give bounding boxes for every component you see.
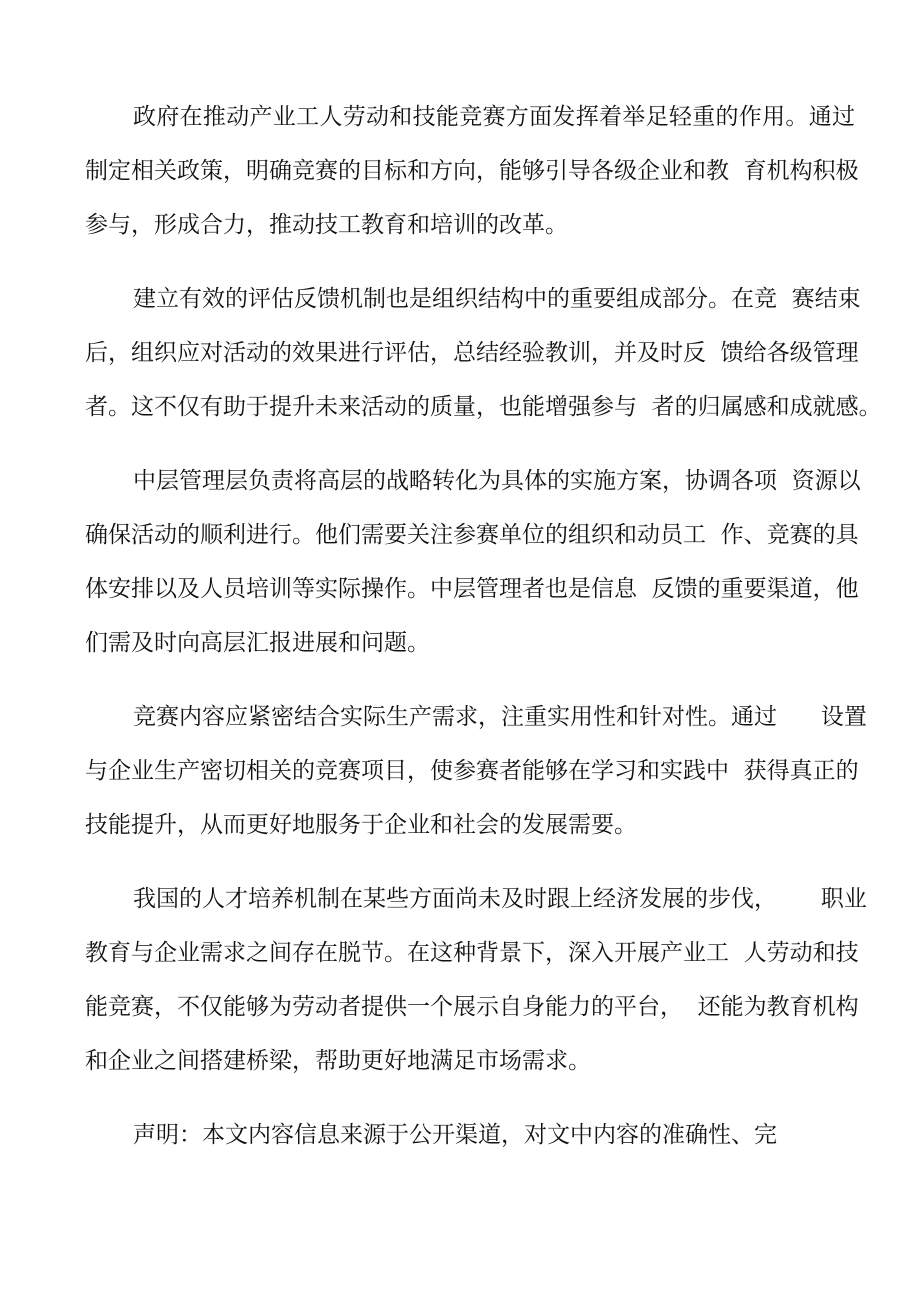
document-page <box>85 90 882 1182</box>
paragraph-line: 教育与企业需求之间存在脱节。在这种背景下，深入开展产业工 人劳动和技 <box>85 940 859 966</box>
paragraph-evaluation-feedback <box>85 272 882 434</box>
disclaimer-line: 声明：本文内容信息来源于公开渠道，对文中内容的准确性、完 <box>133 1122 777 1148</box>
paragraph-line: 能竞赛，不仅能够为劳动者提供一个展示自身能力的平台， 还能为教育机构 <box>85 994 859 1020</box>
paragraph-line: 我国的人才培养机制在某些方面尚未及时跟上经济发展的步伐， 职业 <box>133 886 867 912</box>
paragraph-line: 政府在推动产业工人劳动和技能竞赛方面发挥着举足轻重的作用。通过 <box>133 104 855 130</box>
paragraph-line: 者。这不仅有助于提升未来活动的质量，也能增强参与 者的归属感和成就感。 <box>85 394 882 420</box>
paragraph-disclaimer <box>85 1108 855 1162</box>
paragraph-line: 确保活动的顺利进行。他们需要关注参赛单位的组织和动员工 作、竞赛的具 <box>85 522 859 548</box>
paragraph-line: 体安排以及人员培训等实际操作。中层管理者也是信息 反馈的重要渠道，他 <box>85 576 859 602</box>
paragraph-line: 中层管理层负责将高层的战略转化为具体的实施方案，协调各项 资源以 <box>133 468 861 494</box>
paragraph-line: 竞赛内容应紧密结合实际生产需求，注重实用性和针对性。通过 设置 <box>133 704 867 730</box>
paragraph-middle-management <box>85 454 861 670</box>
paragraph-line: 参与，形成合力，推动技工教育和培训的改革。 <box>85 212 568 238</box>
paragraph-government-role <box>85 90 859 252</box>
paragraph-line: 们需及时向高层汇报进展和问题。 <box>85 630 430 656</box>
paragraph-line: 制定相关政策，明确竞赛的目标和方向，能够引导各级企业和教 育机构积极 <box>85 158 859 184</box>
paragraph-line: 技能提升，从而更好地服务于企业和社会的发展需要。 <box>85 812 637 838</box>
paragraph-competition-content <box>85 690 867 852</box>
paragraph-line: 后，组织应对活动的效果进行评估，总结经验教训，并及时反 馈给各级管理 <box>85 340 859 366</box>
paragraph-line: 建立有效的评估反馈机制也是组织结构中的重要组成部分。在竞 赛结束 <box>133 286 861 312</box>
paragraph-talent-mechanism <box>85 872 867 1088</box>
paragraph-line: 与企业生产密切相关的竞赛项目，使参赛者能够在学习和实践中 获得真正的 <box>85 758 859 784</box>
paragraph-line: 和企业之间搭建桥梁，帮助更好地满足市场需求。 <box>85 1048 591 1074</box>
